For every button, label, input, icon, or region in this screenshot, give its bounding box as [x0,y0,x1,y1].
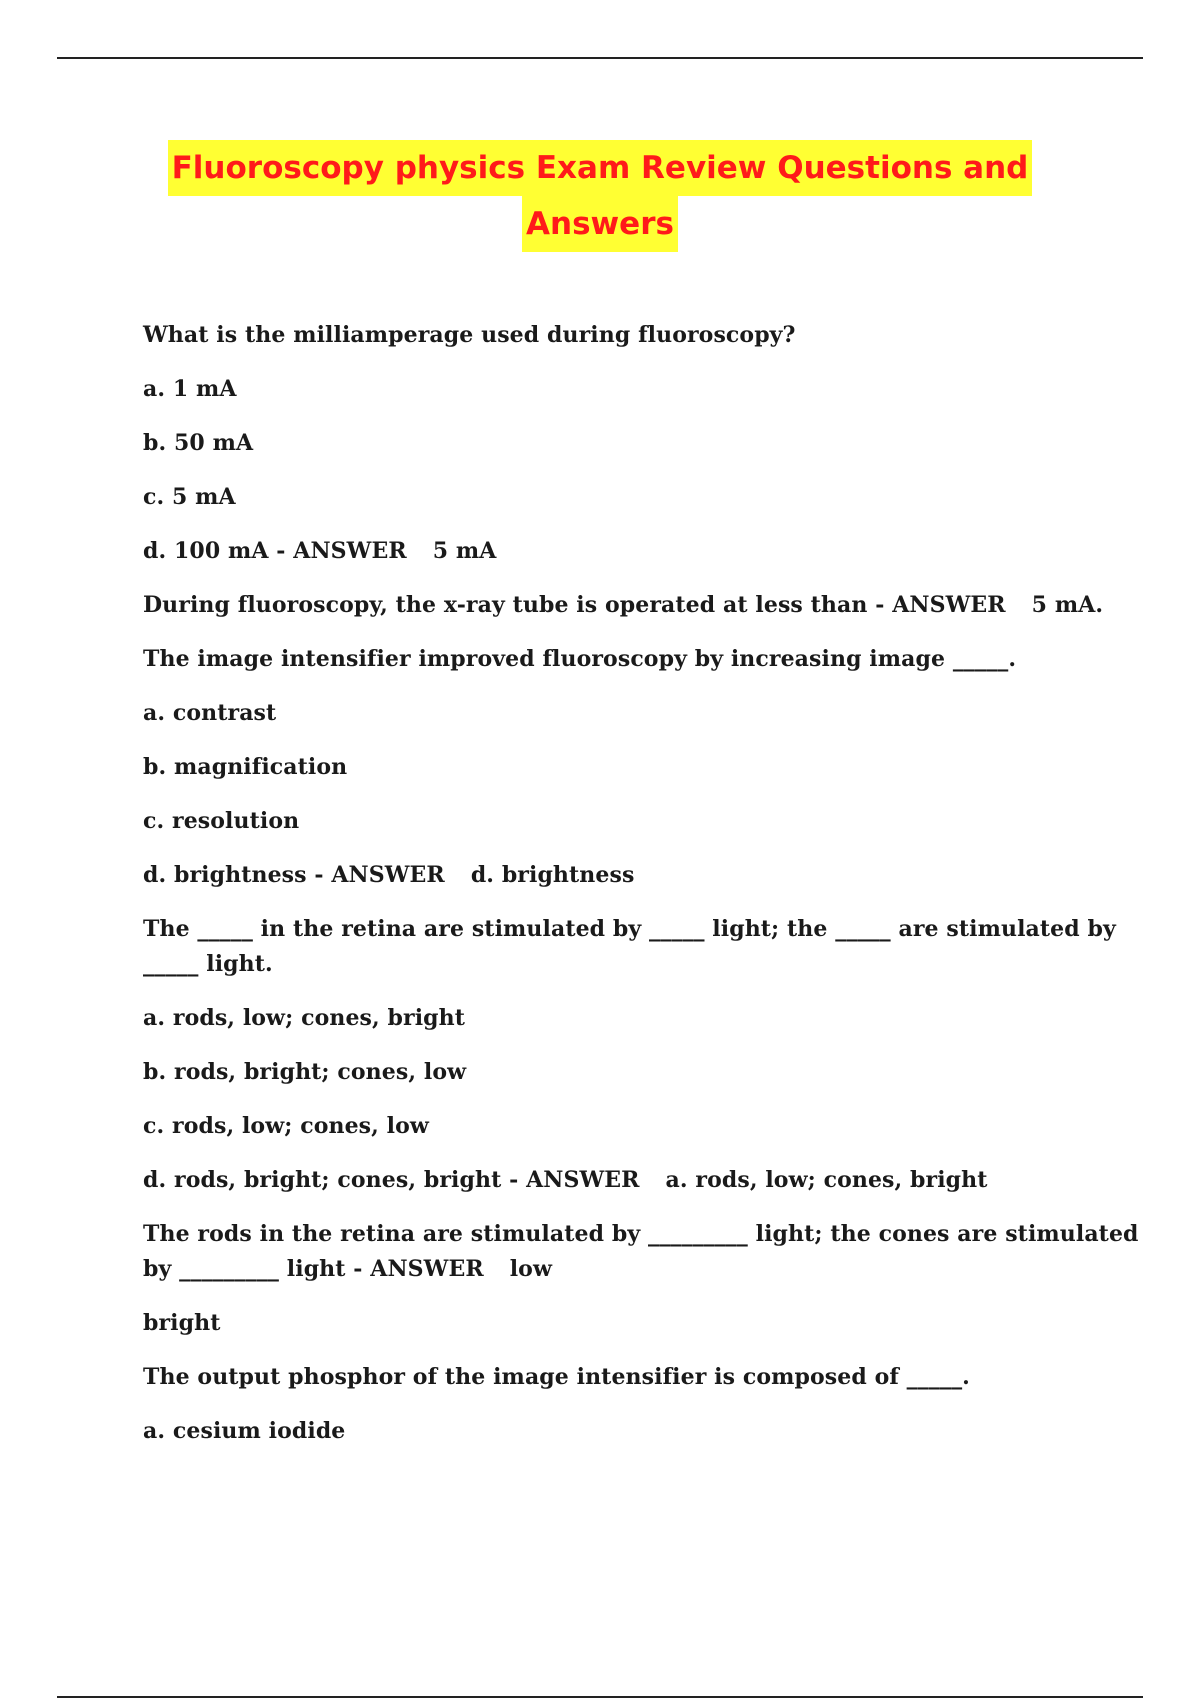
answer-5-continued: bright [143,1310,221,1336]
question-2: During fluoroscopy, the x-ray tube is operated at less than - ANSWER 5 mA. [143,592,1104,618]
bottom-rule [57,1696,1143,1698]
question-3: The image intensifier improved fluoroscopy by increasing image _____. [143,646,1017,672]
option-1a: a. 1 mA [143,376,237,402]
option-3d-answer: d. brightness - ANSWER d. brightness [143,862,635,888]
question-4-line-2: _____ light. [143,951,273,977]
top-rule [57,57,1143,59]
title-line-1: Fluoroscopy physics Exam Review Questions and [168,140,1033,196]
question-6: The output phosphor of the image intensifier is composed of _____. [143,1364,970,1390]
option-1b: b. 50 mA [143,430,254,456]
option-3b: b. magnification [143,754,348,780]
question-1: What is the milliamperage used during fluoroscopy? [143,322,796,348]
option-4c: c. rods, low; cones, low [143,1113,429,1139]
option-4b: b. rods, bright; cones, low [143,1059,467,1085]
title-line-2: Answers [522,196,678,252]
option-6a: a. cesium iodide [143,1418,346,1444]
document-title [57,140,1143,252]
question-5-line-1: The rods in the retina are stimulated by _________ light; the cones are stimulated [143,1221,1139,1247]
option-1c: c. 5 mA [143,484,236,510]
option-4d-answer: d. rods, bright; cones, bright - ANSWER a. rods, low; cones, bright [143,1167,988,1193]
question-4-line-1: The _____ in the retina are stimulated by _____ light; the _____ are stimulated by [143,916,1116,942]
option-4a: a. rods, low; cones, bright [143,1005,466,1031]
option-1d-answer: d. 100 mA - ANSWER 5 mA [143,538,497,564]
question-5-line-2: by _________ light - ANSWER low [143,1256,552,1282]
document-body [143,318,1139,1449]
option-3a: a. contrast [143,700,277,726]
option-3c: c. resolution [143,808,300,834]
